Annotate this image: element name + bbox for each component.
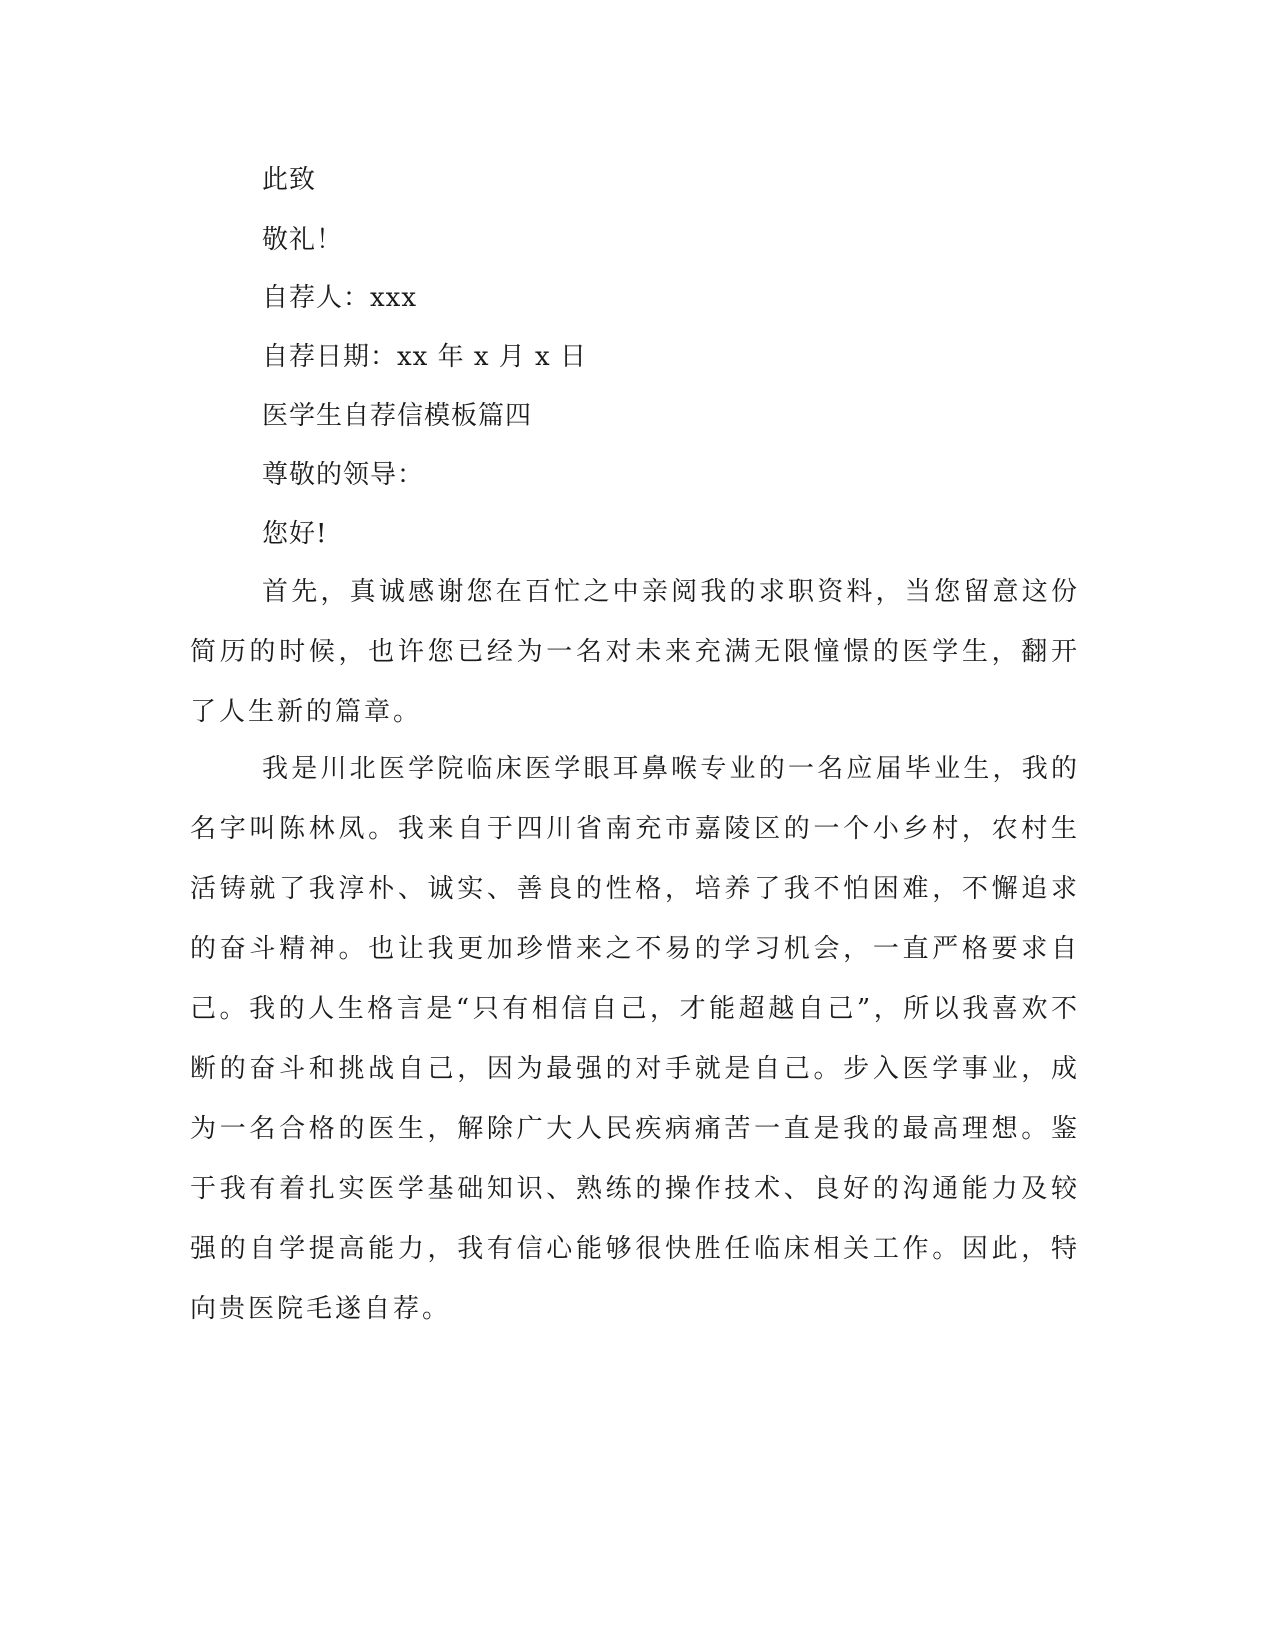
signer-line: 自荐人：xxx — [262, 283, 417, 313]
section-title: 医学生自荐信模板篇四 — [262, 401, 533, 431]
salutation: 尊敬的领导： — [262, 460, 425, 490]
greeting: 您好! — [262, 519, 328, 549]
date-line: 自荐日期：xx 年 x 月 x 日 — [262, 342, 587, 372]
paragraph-intro: 首先，真诚感谢您在百忙之中亲阅我的求职资料，当您留意这份简历的时候，也许您已经为一名对未来充满无限憧憬的医学生，翻开了人生新的篇章。 — [190, 577, 1080, 727]
closing-line-1: 此致 — [262, 165, 317, 195]
paragraph-self-introduction: 我是川北医学院临床医学眼耳鼻喉专业的一名应届毕业生，我的名字叫陈林凤。我来自于四川省南充市嘉陵区的一个小乡村，农村生活铸就了我淳朴、诚实、善良的性格，培养了我不怕困难，不懈追求的奋斗精神。也让我更加珍惜来之不易的学习机会，一直严格要求自己。我的人生格言是“只有相信自己，才能超越自己”，所以我喜欢不断的奋斗和挑战自己，因为最强的对手就是自己。步入医学事业，成为一名合格的医生，解除广大人民疾病痛苦一直是我的最高理想。鉴于我有着扎实医学基础知识、熟练的操作技术、良好的沟通能力及较强的自学提高能力，我有信心能够很快胜任临床相关工作。因此，特向贵医院毛遂自荐。 — [190, 754, 1080, 1324]
closing-line-2: 敬礼！ — [262, 225, 344, 255]
